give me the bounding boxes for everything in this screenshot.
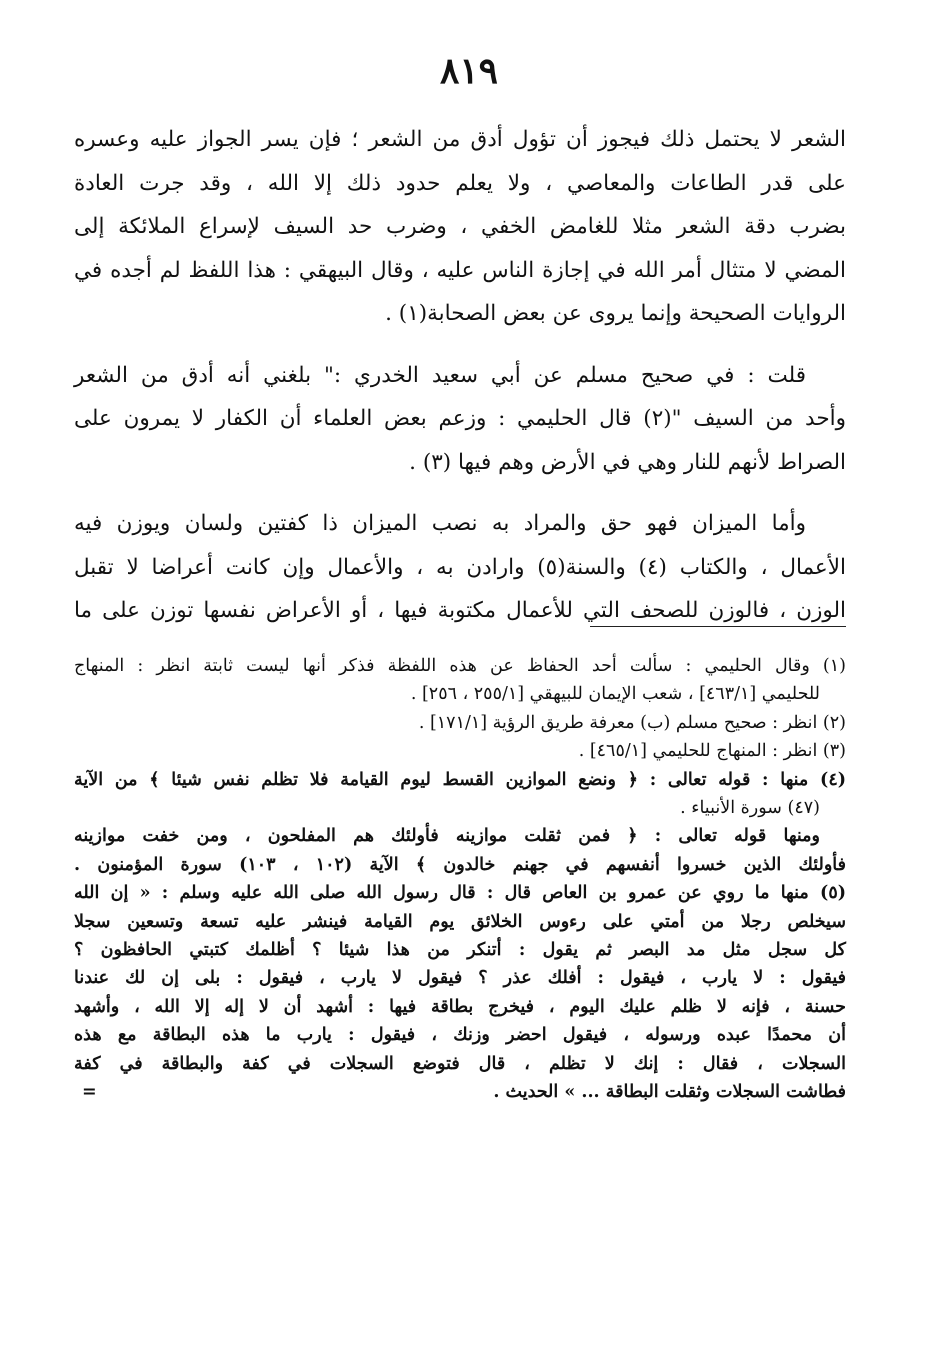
- footnote-line: ومنها قوله تعالى : ﴿ فمن ثقلت موازينه فأولئك هم المفلحون ، ومن خفت موازينه: [74, 826, 820, 847]
- footnote-line: (١) وقال الحليمي : سألت أحد الحفاظ عن هذه اللفظة فذكر أنها ليست ثابتة انظر : المنهاج: [74, 656, 846, 676]
- footnote-line: فأولئك الذين خسروا أنفسهم في جهنم خالدون ﴾ الآية (١٠٢ ، ١٠٣) سورة المؤمنون .: [74, 854, 847, 875]
- footnote-line: [74, 1078, 846, 1106]
- text-line: المضي لا متثال أمر الله في إجازة الناس عليه ، وقال البيهقي : هذا اللفظ لم أجده في: [74, 257, 846, 283]
- footnote-line: فيقول : لا يارب ، فيقول : أفلك عذر ؟ فيقول لا يارب ، فيقول : بلى إن لك عندنا: [74, 968, 846, 989]
- footnote-line: سيخلص رجلا من أمتي على رءوس الخلائق يوم القيامة فينشر عليه تسعة وتسعين سجلا: [74, 911, 846, 932]
- text-line: وأحد من السيف "(٢) قال الحليمي : وزعم بعض العلماء أن الكفار لا يمرون على: [74, 406, 846, 431]
- main-text: [74, 118, 846, 651]
- footnote-separator: [590, 626, 846, 627]
- footnote-line: (٢) انظر : صحيح مسلم (ب) معرفة طريق الرؤية [١٧١/١] .: [418, 712, 846, 733]
- footnotes: [74, 652, 846, 1107]
- text-line: قلت : في صحيح مسلم عن أبي سعيد الخدري :" بلغني أنه أدق من الشعر: [74, 362, 806, 388]
- footnote-line: (٤) منها : قوله تعالى : ﴿ ونضع الموازين القسط ليوم القيامة فلا تظلم نفس شيئا ﴾ من الآية: [74, 769, 846, 790]
- footnote-line: (٥) منها ما روي عن عمرو بن العاص قال : قال رسول الله صلى الله عليه وسلم : « إن الله: [74, 883, 846, 904]
- paragraph: [74, 502, 846, 633]
- text-line: بضرب دقة الشعر مثلا للغامض الخفي ، وضرب حد السيف لإسراع الملائكة إلى: [74, 214, 846, 239]
- text-line: على قدر الطاعات والمعاصي ، ولا يعلم حدود ذلك إلا الله ، وقد جرت العادة: [74, 170, 846, 196]
- page-number: ٨١٩: [439, 50, 498, 92]
- footnote-line: (٤٧) سورة الأنبياء .: [680, 798, 820, 819]
- text-line: الأعمال ، والكتاب (٤) والسنة(٥) وارادن به ، والأعمال وإن كانت أعراضا لا تقبل: [74, 554, 846, 580]
- footnote-line: للحليمي [٤٦٣/١] ، شعب الإيمان للبيهقي [٢٥٥/١ ، ٢٥٦] .: [410, 684, 820, 705]
- paragraph: [74, 354, 846, 485]
- footnote-line: كل سجل مثل مد البصر ثم يقول : أتنكر من هذا شيئا ؟ أظلمك كتبتي الحافظون ؟: [74, 940, 846, 961]
- footnote-line: أن محمدًا عبده ورسوله ، فيقول احضر وزنك ، فيقول : يارب ما هذه البطاقة مع هذه: [74, 1025, 846, 1046]
- footnote-line: (٣) انظر : المنهاج للحليمي [٤٦٥/١] .: [578, 741, 846, 762]
- paragraph: [74, 118, 846, 336]
- text-line: الوزن ، فالوزن للصحف التي للأعمال مكتوبة فيها ، أو الأعراض نفسها توزن على ما: [74, 598, 846, 623]
- footnote-line: حسنة ، فإنه لا ظلم عليك اليوم ، فيخرج بطاقة فيها : أشهد أن لا إله إلا الله ، وأشهد: [74, 996, 846, 1017]
- footnote-line-text: فطاشت السجلات وثقلت البطاقة ... » الحديث .: [493, 1082, 846, 1103]
- text-line: الشعر لا يحتمل ذلك فيجوز أن تؤول أدق من الشعر ؛ فإن يسر الجواز عليه وعسره: [74, 127, 846, 152]
- text-line: الروايات الصحيحة وإنما يروى عن بعض الصحابة(١) .: [385, 301, 846, 326]
- text-line: الصراط لأنهم للنار وهي في الأرض وهم فيها (٣) .: [409, 449, 846, 475]
- footnote-line: السجلات ، فقال : إنك لا تظلم ، قال فتوضع السجلات في كفة والبطاقة في كفة: [74, 1053, 846, 1074]
- text-line: وأما الميزان فهو حق والمراد به نصب الميزان ذا كفتين ولسان ويوزن فيه: [74, 511, 806, 536]
- continuation-mark: =: [82, 1082, 97, 1103]
